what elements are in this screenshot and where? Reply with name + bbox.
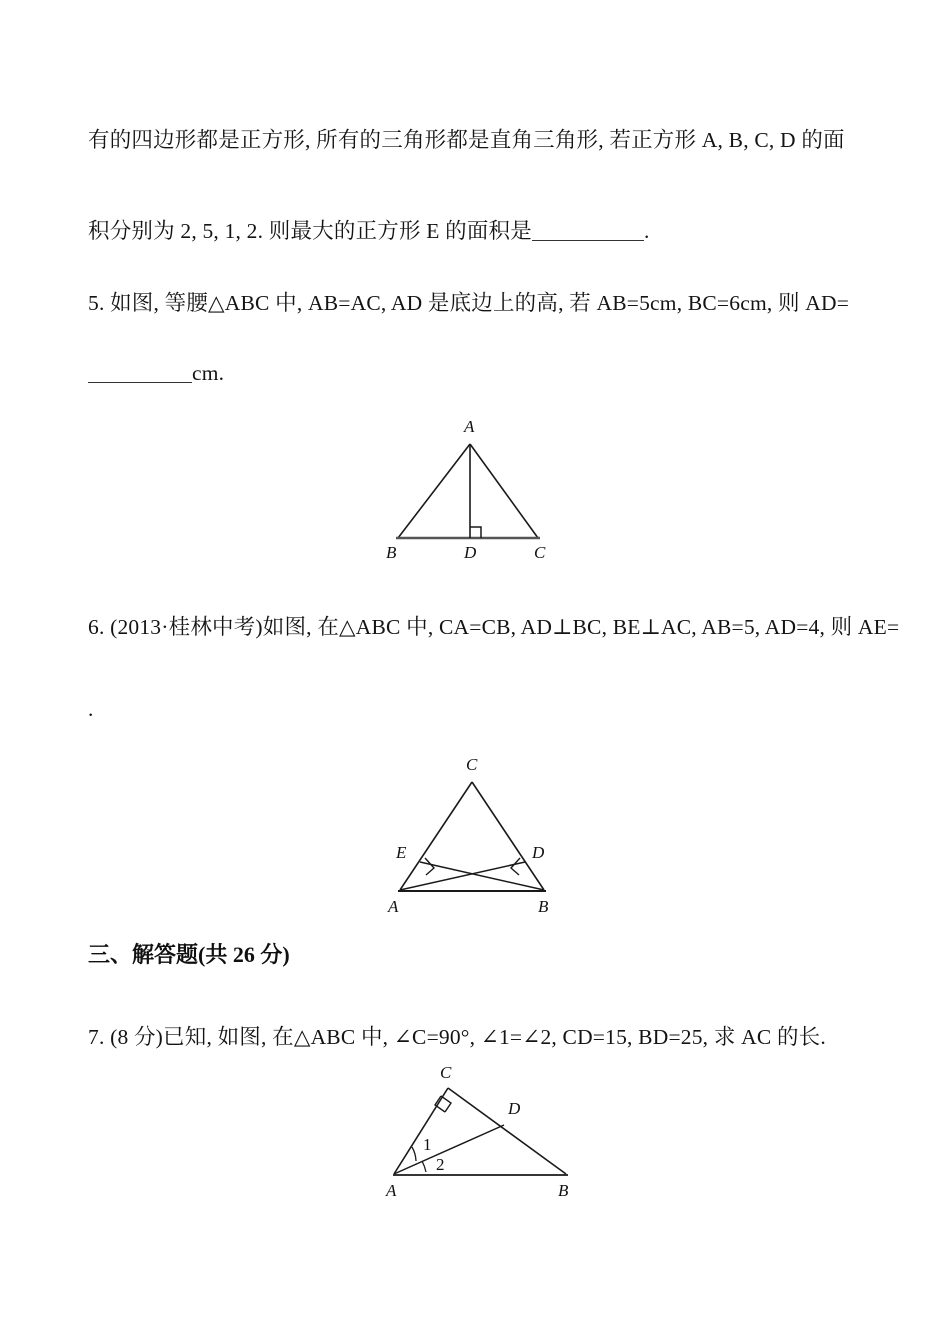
- q6-line1: 6. (2013·桂林中考)如图, 在△ABC 中, CA=CB, AD⊥BC, BE⊥AC, AB=5, AD=4, 则 AE=: [88, 615, 900, 639]
- figure-q7-label-D: D: [508, 1099, 521, 1118]
- figure-q7-label-A: A: [386, 1181, 397, 1200]
- q5-answer-blank[interactable]: [88, 382, 192, 383]
- figure-q6-label-C: C: [466, 755, 478, 774]
- figure-q5-label-B: B: [386, 543, 397, 562]
- figure-q5-label-C: C: [534, 543, 546, 562]
- q4-continued-line1: 有的四边形都是正方形, 所有的三角形都是直角三角形, 若正方形 A, B, C, D 的面: [88, 128, 845, 152]
- figure-q7-angle-2: 2: [436, 1155, 445, 1174]
- q5-line2-suffix: cm.: [192, 361, 225, 385]
- figure-q5-label-D: D: [464, 543, 477, 562]
- figure-q7-angle-1: 1: [423, 1135, 432, 1154]
- figure-q5-label-A: A: [464, 417, 475, 436]
- section-3-heading-text: 三、解答题(共 26 分): [88, 942, 290, 967]
- figure-q6-label-B: B: [538, 897, 549, 916]
- q5-line1: 5. 如图, 等腰△ABC 中, AB=AC, AD 是底边上的高, 若 AB=5cm, BC=6cm, 则 AD=: [88, 291, 850, 315]
- figure-q7-label-B: B: [558, 1181, 569, 1200]
- q4-continued-line2: [88, 216, 878, 246]
- figure-q5-isosceles-triangle: [380, 408, 580, 568]
- figure-q6-triangle-two-altitudes: [378, 750, 588, 920]
- q6-line2: .: [88, 697, 94, 721]
- q4-line2-prefix: 积分别为 2, 5, 1, 2. 则最大的正方形 E 的面积是: [88, 219, 532, 243]
- figure-q7-right-triangle-cevian: [378, 1062, 593, 1207]
- q5-line2: [88, 358, 878, 388]
- section-3-heading: [88, 940, 290, 970]
- q4-line2-suffix: .: [643, 219, 650, 243]
- q4-answer-blank[interactable]: [532, 240, 644, 241]
- q7-line1: 7. (8 分)已知, 如图, 在△ABC 中, ∠C=90°, ∠1=∠2, CD=15, BD=25, 求 AC 的长.: [88, 1025, 826, 1049]
- figure-q7-label-C: C: [440, 1063, 452, 1082]
- figure-q6-label-E: E: [396, 843, 407, 862]
- figure-q6-label-A: A: [388, 897, 399, 916]
- figure-q6-label-D: D: [532, 843, 545, 862]
